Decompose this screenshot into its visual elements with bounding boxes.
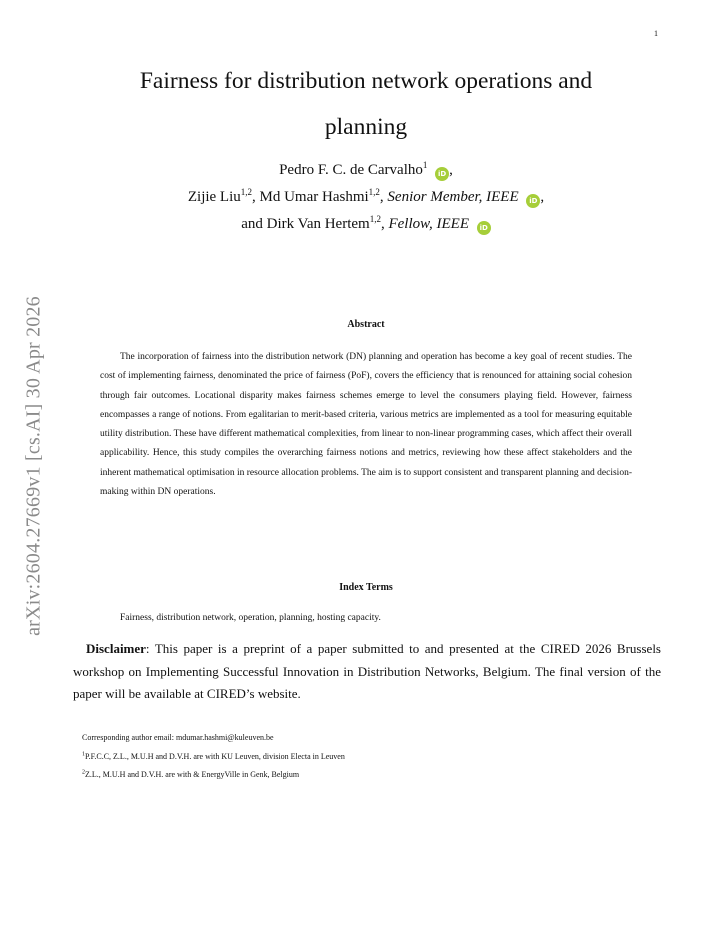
separator: , (379, 189, 388, 205)
conjunction: and (241, 216, 267, 232)
disclaimer-label: Disclaimer (86, 641, 146, 656)
orcid-icon[interactable]: iD (477, 221, 491, 235)
page-number: 1 (654, 29, 658, 38)
author-role: Senior Member, IEEE (387, 189, 519, 205)
paper-title: Fairness for distribution network operations and planning (139, 68, 593, 140)
index-terms-body: Fairness, distribution network, operation, planning, hosting capacity. (120, 613, 381, 623)
author-line-3 (96, 211, 636, 238)
author-line-1 (96, 157, 636, 184)
abstract-body: The incorporation of fairness into the distribution network (DN) planning and operation has become a key goal of recent studies. The cost of implementing fairness, denominated the price of fairness (PoF), covers the efficiency that is renounced for attaining social cohesion through fair outcomes. Locational disparity makes fairness schemes emerge to level the consumers playing field. However, fairness encompasses a range of notions. From egalitarian to merit-based criteria, various metrics are implemented as a tool for measuring equitable utility distribution. These have different mathematical complexities, from linear to non-linear programming cases, which affect their overall applicability. Hence, this study compiles the overarching fairness notions and metrics, reviewing how these affect stakeholders and the inherent mathematical optimisation in resource allocation problems. The aim is to support consistent and transparent planning and decision-making within DN operations. (100, 352, 632, 498)
author-role: Fellow, IEEE (388, 216, 469, 232)
author-name: Pedro F. C. de Carvalho (279, 162, 423, 178)
affiliation-mark: 1 (422, 160, 428, 170)
author-name: Dirk Van Hertem (266, 216, 370, 232)
affiliation-mark: 1,2 (369, 214, 381, 224)
disclaimer-paragraph (73, 638, 661, 706)
separator: , (449, 162, 453, 178)
abstract-heading: Abstract (347, 319, 385, 330)
affiliation-footnote-1 (82, 748, 345, 767)
arxiv-identifier-stamp[interactable]: arXiv:2604.27669v1 [cs.AI] 30 Apr 2026 (22, 296, 45, 636)
affiliation-mark: 1,2 (368, 187, 380, 197)
footnote-mark: 1 (82, 750, 85, 757)
corresponding-author-footnote: Corresponding author email: mdumar.hashmi@kuleuven.be (82, 733, 274, 742)
separator: , (540, 189, 545, 205)
footnote-text: Z.L., M.U.H and D.V.H. are with & EnergyVille in Genk, Belgium (85, 770, 300, 779)
author-line-2 (96, 184, 636, 211)
orcid-icon[interactable]: iD (435, 167, 449, 181)
author-name: Zijie Liu (187, 189, 241, 205)
separator: , (252, 189, 260, 205)
affiliation-mark: 1,2 (240, 187, 253, 197)
orcid-icon[interactable]: iD (526, 194, 540, 208)
footnote-text: P.F.C.C, Z.L., M.U.H and D.V.H. are with KU Leuven, division Electa in Leuven (85, 751, 345, 761)
footnote-mark: 2 (82, 769, 85, 776)
author-block (96, 157, 636, 238)
disclaimer-text: : This paper is a preprint of a paper submitted to and presented at the CIRED 2026 Brussels workshop on Implementing Successful Innovation in Distribution Networks, Belgium. The final version of the paper will be available at CIRED’s website. (73, 641, 661, 701)
footnotes (82, 729, 345, 785)
author-name: Md Umar Hashmi (259, 189, 369, 205)
affiliation-footnote-2 (82, 766, 345, 785)
separator: , (380, 216, 389, 232)
index-terms-heading: Index Terms (339, 582, 393, 593)
